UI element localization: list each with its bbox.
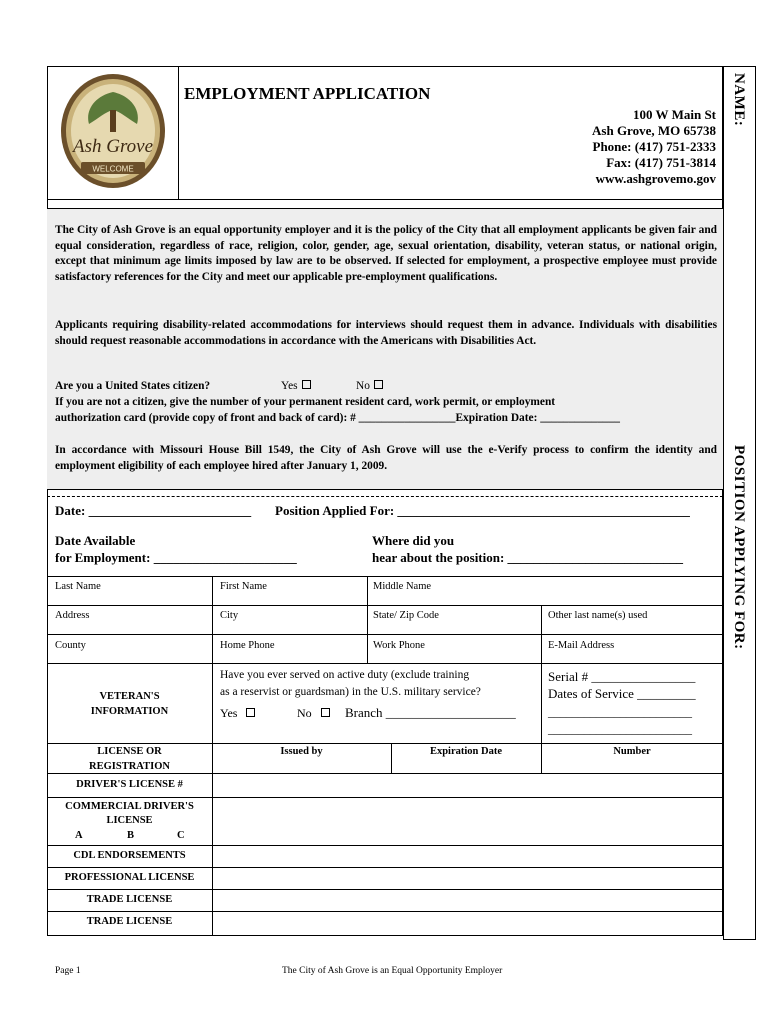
veteran-label-2: INFORMATION [90,706,169,717]
cdl-class-a[interactable]: A [75,830,83,841]
expiration-header: Expiration Date [429,746,503,757]
date-field[interactable]: Date: _________________________ [55,503,252,518]
citizen-question: Are you a United States citizen? [55,380,211,392]
website-line: www.ashgrovemo.gov [595,171,716,186]
active-duty-question-2: as a reservist or guardsman) in the U.S. military service? [220,686,481,698]
where-heard-label: Where did you [372,533,455,548]
branch-field[interactable]: Branch ____________________ [345,705,516,720]
active-duty-question-1: Have you ever served on active duty (exclude training [220,669,470,681]
email-cell[interactable]: E-Mail Address [548,640,615,651]
veteran-yes-option[interactable] [220,706,255,721]
noncitizen-line-1: If you are not a citizen, give the number of your permanent resident card, work permit, or employment [55,396,556,408]
dates-blank-2[interactable]: ________________________ [548,722,692,736]
dates-of-service-field[interactable]: Dates of Service _________ [548,686,696,701]
grid-rule [47,605,723,606]
header-divider [178,66,179,199]
citizen-no-checkbox[interactable] [374,380,383,389]
veteran-yes-checkbox[interactable] [246,708,255,717]
logo-welcome: WELCOME [92,164,134,174]
professional-license-row[interactable]: PROFESSIONAL LICENSE [64,872,195,883]
grid-col-rule [541,605,542,743]
license-rule [47,889,723,890]
grid-col-rule [367,576,368,663]
license-col-rule [212,743,213,935]
citizen-yes-label: Yes [281,380,298,392]
city-cell[interactable]: City [220,610,239,621]
footer-eoe: The City of Ash Grove is an Equal Opportunity Employer [282,966,503,976]
address-line: 100 W Main St [633,107,716,122]
logo-text: Ash Grove [72,136,154,157]
dates-blank-1[interactable]: ________________________ [548,705,692,719]
grid-col-rule [212,576,213,743]
veteran-no-option[interactable] [297,706,330,721]
license-rule [47,773,723,774]
last-name-cell[interactable]: Last Name [55,581,101,592]
where-heard-field[interactable]: hear about the position: ___________________________ [372,550,684,565]
eoe-paragraph: The City of Ash Grove is an equal opportunity employer and it is the policy of the City that all employment applicants be given fair and equal consideration, regardless of race, religion, color, gender, age, sexual orientation, disability, veteran status, or national origin, except that minimum age limits imposed by law are to be observed. If selected for employment, a prospective employee must provide satisfactory references for the City and meet our applicable pre-employment qualifications. [55,224,717,283]
middle-name-cell[interactable]: Middle Name [373,581,432,592]
address-line: Ash Grove, MO 65738 [592,123,716,138]
address-block [592,107,716,187]
sidebar-name-label: NAME: [731,73,747,127]
page-number: Page 1 [55,966,81,976]
license-rule [47,911,723,912]
noncitizen-line-2[interactable]: authorization card (provide copy of front and back of card): # _________________Expiration Date: ______________ [55,412,620,424]
work-phone-cell[interactable]: Work Phone [373,640,425,651]
citizen-no-label: No [356,380,370,392]
license-rule [47,845,723,846]
first-name-cell[interactable]: First Name [220,581,267,592]
number-header: Number [613,746,651,757]
date-available-label: Date Available [55,533,136,548]
phone-line: Phone: (417) 751-2333 [592,139,716,154]
citizen-yes-checkbox[interactable] [302,380,311,389]
cdl-class-b[interactable]: B [127,830,135,841]
license-rule [47,743,723,744]
fax-line: Fax: (417) 751-3814 [606,155,716,170]
sidebar-strip [723,66,756,940]
citizen-no-option[interactable] [356,380,383,392]
veteran-yes-label: Yes [220,706,238,720]
grid-rule [47,576,723,577]
cdl-endorsements-row[interactable]: CDL ENDORSEMENTS [73,850,186,861]
dashed-rule [47,496,723,498]
cdl-class-c[interactable]: C [177,830,185,841]
issued-by-header: Issued by [280,746,323,757]
veteran-no-label: No [297,706,312,720]
license-header-1: LICENSE OR [97,746,162,757]
sidebar-position-label: POSITION APPLYING FOR: [731,445,747,650]
page-title: EMPLOYMENT APPLICATION [184,84,431,103]
home-phone-cell[interactable]: Home Phone [220,640,275,651]
citizen-yes-option[interactable] [281,380,311,392]
license-header-2: REGISTRATION [89,761,170,772]
county-cell[interactable]: County [55,640,86,651]
license-rule [47,867,723,868]
serial-field[interactable]: Serial # ________________ [548,669,696,684]
veteran-no-checkbox[interactable] [321,708,330,717]
position-applied-field[interactable]: Position Applied For: _____________________________________________ [275,503,690,518]
grid-rule [47,663,723,664]
license-rule [47,797,723,798]
veteran-label-1: VETERAN'S [99,691,160,702]
accommodation-paragraph: Applicants requiring disability-related accommodations for interviews should request them in advance. Individuals with disabilities should request reasonable accommodations in accordance with the Americans with Disabilities Act. [55,319,717,347]
state-zip-cell[interactable]: State/ Zip Code [373,610,439,621]
header-bottom-rule [47,199,723,200]
everify-paragraph: In accordance with Missouri House Bill 1549, the City of Ash Grove will use the e-Verify process to confirm the identity and employment eligibility of each employee hired after January 1, 2009. [55,444,717,472]
cdl-row-1[interactable]: COMMERCIAL DRIVER'S [65,801,194,812]
cdl-row-2[interactable]: LICENSE [106,815,153,826]
trade-license-row[interactable]: TRADE LICENSE [86,894,173,905]
trade-license-row[interactable]: TRADE LICENSE [86,916,173,927]
other-names-cell[interactable]: Other last name(s) used [548,610,648,621]
address-cell[interactable]: Address [55,610,90,621]
ash-grove-logo [55,70,171,192]
date-available-field[interactable]: for Employment: ______________________ [55,550,297,565]
drivers-license-row[interactable]: DRIVER'S LICENSE # [76,779,183,790]
grid-rule [47,634,723,635]
